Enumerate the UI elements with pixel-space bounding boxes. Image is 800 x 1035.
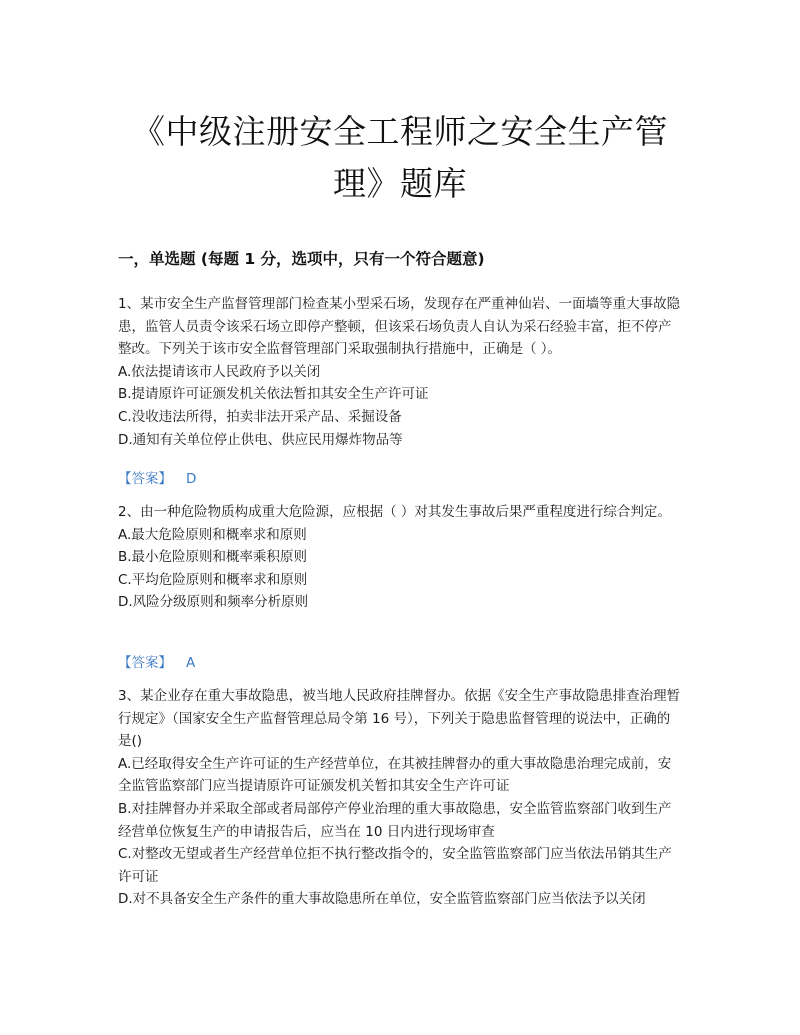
option-d: D.通知有关单位停止供电、供应民用爆炸物品等 xyxy=(118,431,403,448)
option-b: B.最小危险原则和概率乘积原则 xyxy=(118,549,308,566)
document-title xyxy=(110,106,690,210)
option-c: C.平均危险原则和概率求和原则 xyxy=(118,571,308,588)
question-3 xyxy=(118,685,683,911)
question-stem: 3、某企业存在重大事故隐患，被当地人民政府挂牌督办。依据《安全生产事故隐患排查治理暂行规定》（国家安全生产监督管理总局令第 16 号），下列关于隐患监督管理的说法中，正确的是() xyxy=(118,688,681,750)
option-d: D.风险分级原则和频率分析原则 xyxy=(118,594,309,611)
question-stem: 1、某市安全生产监督管理部门检查某小型采石场，发现存在严重神仙岩、一面墙等重大事故隐患，监管人员责令该采石场立即停产整顿，但该采石场负责人自认为采石经验丰富，拒不停产整改。下列关于该市安全监督管理部门采取强制执行措施中，正确是（ ）。 xyxy=(118,296,681,358)
question-1 xyxy=(118,293,683,451)
option-a: A.依法提请该市人民政府予以关闭 xyxy=(118,363,321,380)
option-a: A.最大危险原则和概率求和原则 xyxy=(118,526,307,543)
answer-label: 【答案】 xyxy=(118,655,172,671)
answer-value: A xyxy=(186,655,196,671)
option-d: D.对不具备安全生产条件的重大事故隐患所在单位，安全监管监察部门应当依法予以关闭 xyxy=(118,891,646,908)
option-b: B.提请原许可证颁发机关依法暂扣其安全生产许可证 xyxy=(118,386,429,403)
answer-label: 【答案】 xyxy=(118,471,172,487)
title-line-1: 《中级注册安全工程师之安全生产管 xyxy=(132,112,668,151)
option-b: B.对挂牌督办并采取全部或者局部停产停业治理的重大事故隐患，安全监管监察部门收到生产经营单位恢复生产的申请报告后，应当在 10 日内进行现场审查 xyxy=(118,800,672,840)
section-heading: 一，单选题 (每题 1 分，选项中，只有一个符合题意) xyxy=(118,250,485,268)
question-stem: 2、由一种危险物质构成重大危险源，应根据（ ）对其发生事故后果严重程度进行综合判定。 xyxy=(118,504,671,520)
option-a: A.已经取得安全生产许可证的生产经营单位，在其被挂牌督办的重大事故隐患治理完成前，安全监管监察部门应当提请原许可证颁发机关暂扣其安全生产许可证 xyxy=(118,755,672,795)
answer-2 xyxy=(118,651,195,671)
title-line-2: 理》题库 xyxy=(333,164,467,203)
option-c: C.没收违法所得，拍卖非法开采产品、采掘设备 xyxy=(118,408,402,425)
answer-value: D xyxy=(186,471,197,487)
option-c: C.对整改无望或者生产经营单位拒不执行整改指令的，安全监管监察部门应当依法吊销其生产许可证 xyxy=(118,846,672,885)
answer-1 xyxy=(118,467,196,487)
question-2 xyxy=(118,501,683,614)
